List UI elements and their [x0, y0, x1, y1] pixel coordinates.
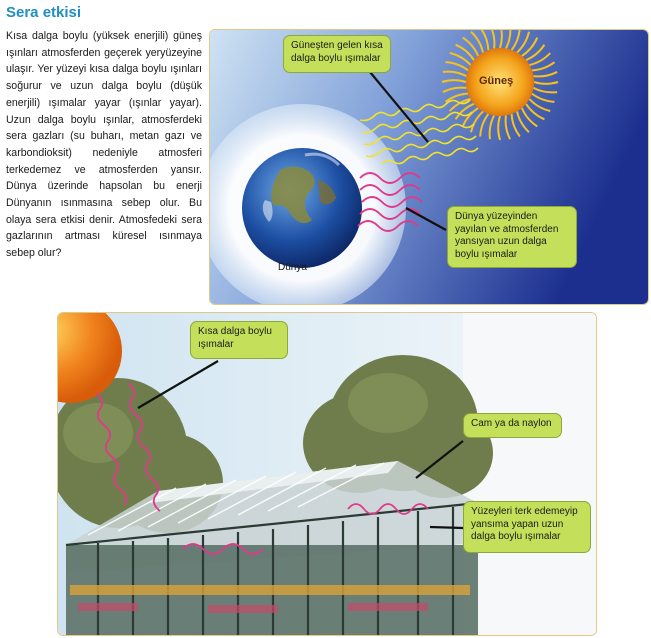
sun-label: Güneş — [479, 75, 514, 87]
earth-sun-diagram — [209, 29, 649, 305]
earth-sun-illustration — [210, 30, 648, 304]
callout-long-wave: Dünya yüzeyinden yayılan ve atmosferden yansıyan uzun dalga boylu ışımalar — [447, 206, 577, 268]
callout-short-wave: Güneşten gelen kısa dalga boylu ışımalar — [283, 35, 391, 73]
callout-short-wave-gh: Kısa dalga boylu ışımalar — [190, 321, 288, 359]
greenhouse-diagram — [57, 312, 597, 636]
earth-label: Dünya — [278, 262, 307, 273]
greenhouse-illustration — [58, 313, 596, 635]
explanation-paragraph: Kısa dalga boylu (yüksek enerjili) güneş ışınları atmosferden geçerek yeryüzeyine ulaşır. Yer yüzeyi kısa dalga boylu ışınları soğurur ve uzun dalga boylu (düşük enerjili) ışımalar yayar (ışınlar yayar). Uzun dalga boylu ışınlar, atmosferdeki sera gazları (su buharı, metan gazı ve karbondioksit) nedeniyle atmosferi terkedemez ve atmosferden yansır. Dünya üzerinde hapsolan bu enerji Dünyanın ısınmasına sebep olur. Bu olaya sera etkisi denir. Atmosfedeki sera gazlarının artması küresel ısınmaya sebep olur? — [6, 30, 202, 260]
pointer-line-trapped — [430, 527, 463, 528]
callout-glass: Cam ya da naylon — [463, 413, 562, 438]
callout-trapped-wave: Yüzeyleri terk edemeyip yansıma yapan uzun dalga boylu ışımalar — [463, 501, 591, 553]
page-title: Sera etkisi — [6, 4, 82, 21]
